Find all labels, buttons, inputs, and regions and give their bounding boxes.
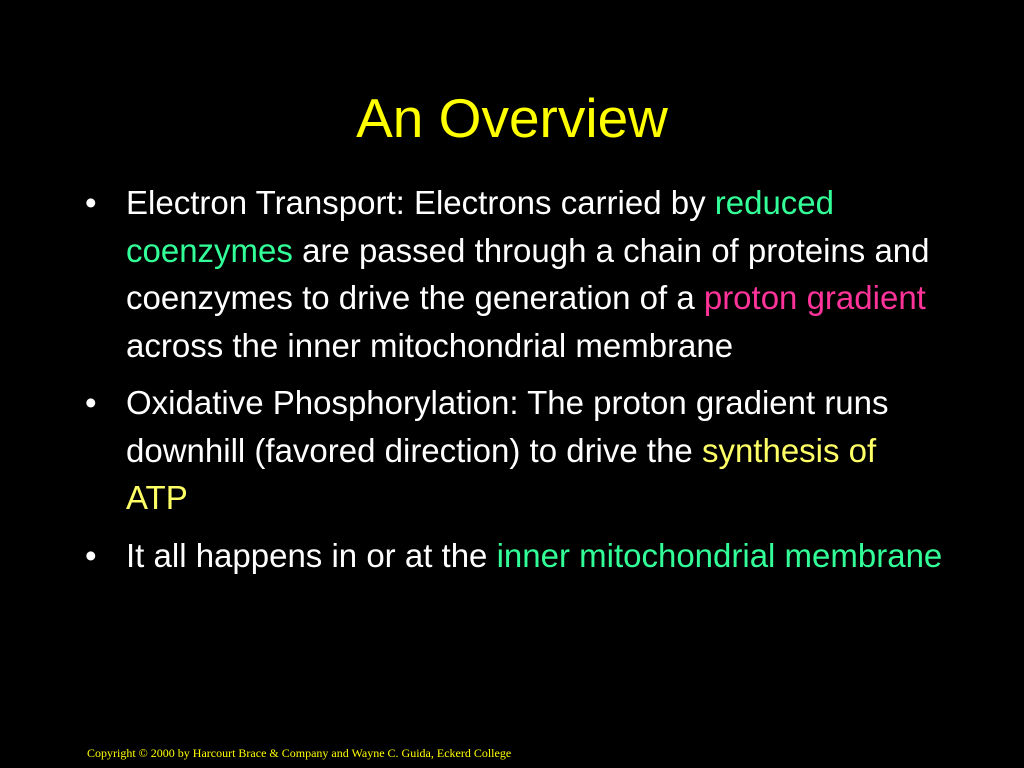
bullet-dot-icon: • (85, 536, 97, 574)
highlight-inner-mitochondrial-membrane: inner mitochondrial membrane (496, 536, 943, 574)
bullet-dot-icon: • (85, 184, 97, 221)
bullet-location (85, 532, 945, 580)
highlight-proton-gradient: proton gradient (703, 279, 926, 316)
bullet-electron-transport (85, 179, 945, 369)
bullet-text: Oxidative Phosphorylation: The proton gradient runs downhill (favored direction) to drive the (126, 384, 889, 469)
copyright-footer: Copyright © 2000 by Harcourt Brace & Company and Wayne C. Guida, Eckerd College (87, 746, 512, 760)
highlight-synthesis-of-atp: synthesis of ATP (126, 431, 877, 516)
bullet-list (85, 179, 945, 579)
slide-title: An Overview (356, 87, 668, 149)
highlight-reduced-coenzymes: reduced coenzymes (126, 184, 835, 269)
bullet-text: Electron Transport: Electrons carried by (126, 184, 715, 221)
bullet-text: It all happens in or at the (126, 536, 497, 574)
bullet-oxidative-phosphorylation (85, 379, 945, 522)
bullet-text: across the inner mitochondrial membrane (126, 326, 734, 364)
bullet-dot-icon: • (85, 384, 97, 421)
bullet-text: are passed through a chain of proteins and coenzymes to drive the generation of a (126, 231, 930, 316)
